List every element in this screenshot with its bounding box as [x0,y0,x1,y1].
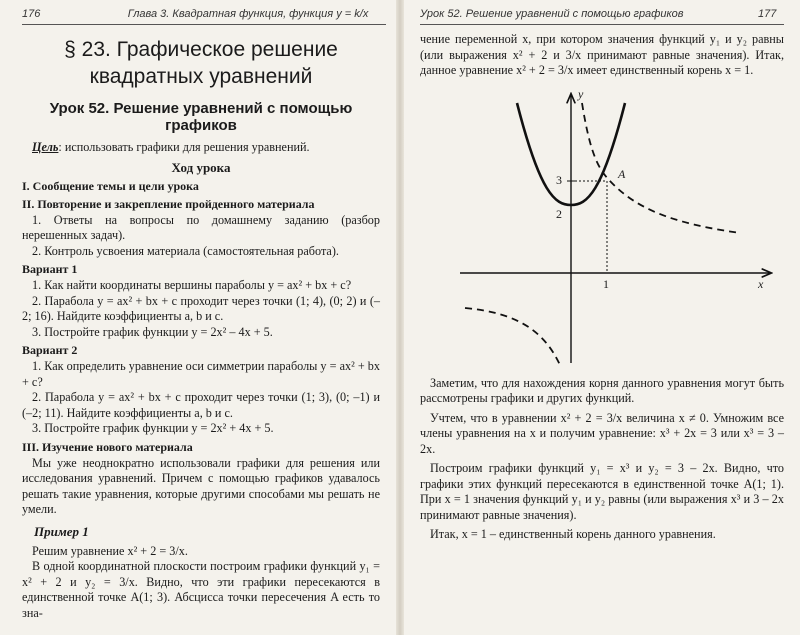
example-equation: Решим уравнение x² + 2 = 3/x. [32,543,188,558]
course-heading: Ход урока [171,159,231,175]
hyperbola-branch-left [465,308,560,365]
function-graph [420,83,784,370]
graph-svg [420,83,784,370]
lesson-goal: Цель: использовать графики для решения уравнений. [32,140,310,154]
left-running-head: Глава 3. Квадратная функция, функция y = k/x [127,8,369,20]
section-heading-1: I. Сообщение темы и цели урока [22,178,199,193]
x-axis-label: x [758,276,764,291]
variant-1-heading: Вариант 1 [22,262,78,276]
paragraph: Учтем, что в уравнении x² + 2 = 3/x величина x ≠ 0. Умножим все члены уравнения на x и получим уравнение: x³ + 2x = 3 или x³ = 3 – 2x. [420,410,784,456]
paragraph: Построим графики функций y₁ = x³ и y₂ = 3 – 2x. Видно, что графики этих функций пересекаются в единственной точке A(1; 1). При x = 1 значения функций y₁ и y₂ равны (или выражения x³ и 3 – 2x принимают равные значения). [420,461,784,522]
paragraph: 3. Постройте график функции y = 2x² – 4x + 5. [32,324,273,339]
right-page [400,0,800,635]
paragraph: 3. Постройте график функции y = 2x² + 4x + 5. [32,421,274,435]
left-header-rule [22,24,386,25]
section-heading-2: II. Повторение и закрепление пройденного материала [22,196,315,211]
variant-2-heading: Вариант 2 [22,343,78,357]
tick-label-3: 3 [556,172,562,187]
section-heading-3: III. Изучение нового материала [22,439,193,454]
left-page-number: 176 [22,8,41,20]
right-page-number: 177 [758,8,777,20]
paragraph: Итак, x = 1 – единственный корень данного уравнения. [430,527,716,541]
paragraph: 1. Ответы на вопросы по домашнему заданию (разбор нерешенных задач). [22,212,380,242]
tick-label-2: 2 [556,206,562,221]
paragraph: чение переменной x, при котором значения функций y₁ и y₂ равны (или выражения x² + 2 и 3/x принимают равные значения). Итак, данное уравнение x² + 2 = 3/x имеет единственный корень x = 1. [420,32,784,77]
paragraph: 2. Парабола y = ax² + bx + c проходит через точки (1; 3), (0; –1) и (–2; 11). Найдите коэффициенты a, b и c. [22,390,380,420]
paragraph: 1. Как определить уравнение оси симметрии параболы y = ax² + bx + c? [22,359,380,389]
paragraph: 1. Как найти координаты вершины параболы y = ax² + bx + c? [32,278,352,292]
y-axis-label: y [578,86,584,101]
tick-label-1: 1 [603,276,609,291]
paragraph: Мы уже неоднократно использовали графики для решения или исследования уравнений. Причем с помощью графиков удавалось решать такие уравнения, которые другими способами мы решать не умели. [22,455,380,516]
paragraph: 2. Парабола y = ax² + bx + c проходит через точки (1; 4), (0; 2) и (–2; 16). Найдите коэффициенты a, b и c. [22,293,380,323]
paragraph: Заметим, что для нахождения корня данного уравнения могут быть рассмотрены графики и других функций. [420,375,784,405]
point-a-label: A [618,166,626,181]
example-title: Пример 1 [34,523,89,539]
lesson-title: Урок 52. Решение уравнений с помощью графиков [49,100,353,134]
right-header-rule [420,24,784,25]
section-title: § 23. Графическое решение квадратных уравнений [64,38,338,88]
left-body [22,32,380,621]
paragraph: 2. Контроль усвоения материала (самостоятельная работа). [32,243,339,258]
paragraph: В одной координатной плоскости построим графики функций y₁ = x² + 2 и y₂ = 3/x. Видно, что эти графики пересекаются в единственной точке A(1; 3). Абсцисса точки пересечения A есть то зна- [22,559,380,620]
right-running-head: Урок 52. Решение уравнений с помощью графиков [420,8,684,20]
right-body [420,32,784,543]
